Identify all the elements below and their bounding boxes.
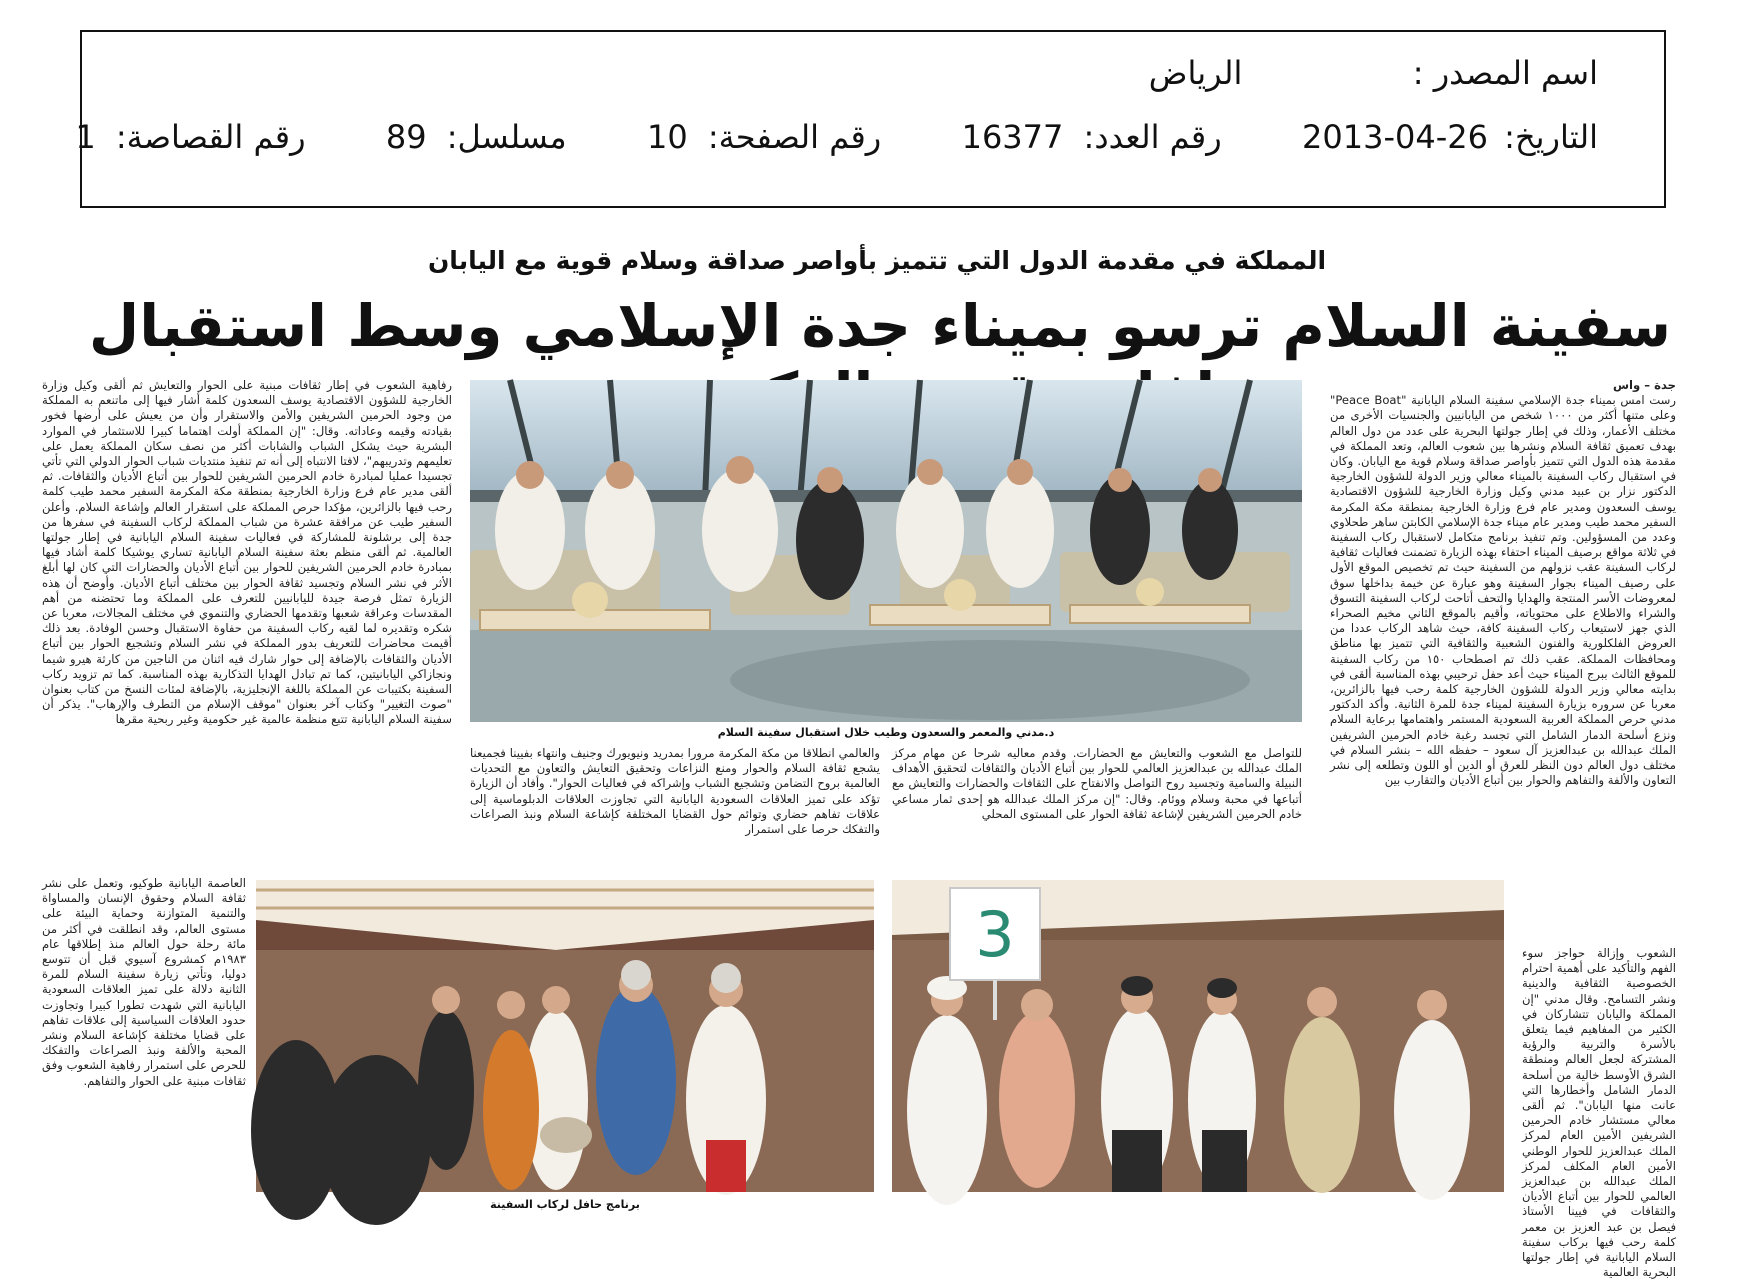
serial-label: مسلسل:	[446, 118, 567, 156]
article-body-right-1: رست امس بميناء جدة الإسلامي سفينة السلام اليابانية "Peace Boat" وعلى متنها أكثر من ١٠٠٠ شخص من اليابانيين والجنسيات الأخرى من مختلف الأعمار، وذلك في إطار جولتها البحرية على عدد من دول العالم بهدف تعميق ثقافة السلام ونشرها بين شعوب العالم، وتعد المملكة في مقدمة هذه الدول التي تتميز بأواصر صداقة وسلام قوية مع اليابان. وكان في استقبال ركاب السفينة بالميناء معالي وزير الدولة للشؤون الخارجية الدكتور نزار بن عبيد مدني وكيل وزارة الخارجية للشؤون الاقتصادية يوسف السعدون ومدير عام فرع وزارة الخارجية بمنطقة مكة المكرمة السفير محمد طيب ومدير عام ميناء جدة الإسلامي الكابتن ساهر طحلاوي وعدد من المسؤولين. وتم تنفيذ برنامج متكامل لاستقبال ركاب السفينة في ثلاثة مواقع برصيف الميناء احتفاء بهذه الزيارة تضمنت فعاليات ثقافية لركاب السفينة عقب نزولهم من السفينة حيث تم تخصيص الموقع الأول على رصيف الميناء بجوار السفينة وهو عبارة عن خيمة بداخلها سوق لمعروضات الأسر المنتجة والهدايا والتحف أتاحت لركاب السفينة التسوق والشراء والاطلاع على محتوياته، وأقيم بالموقع الثاني مخيم الصحراء الذي جهز لاستيعاب ركاب السفينة كافة، حيث شاهد الركاب عددا من العروض الفلكلورية والفنون الشعبية والثقافية التي تتميز بها مناطق ومحافظات المملكة. عقب ذلك تم اصطحاب ١٥٠ من ركاب السفينة للموقع الثالث ببرج الميناء حيث أعد حفل ترحيبي بهذه المناسبة ألقى في بدايته معالي وزير الدولة للشؤون الخارجية كلمة رحب فيها بالزائرين، معربا عن سروره بزيارة السفينة لميناء جدة للمرة الثانية. وأكد الدكتور مدني حرص المملكة العربية السعودية المستمر واهتمامها برعاية السلام ونزع أسلحة الدمار الشامل التي تجسد رغبة خادم الحرمين الشريفين الملك عبدالله بن عبدالعزيز آل سعود – حفظه الله – بنشر السلام في مختلف دول العالم دون النظر للعرق أو الدين أو اللون وتطلعه إلى نشر التعاون والألفة والتفاهم والحوار بين أتباع الأديان والتقارب بين	[1330, 393, 1677, 788]
reception-hall-illustration	[470, 380, 1302, 722]
text-column-right-bottom	[1522, 946, 1676, 1280]
group-sign-number: 3	[975, 897, 1015, 971]
photo-passengers-group	[892, 880, 1504, 1192]
article-kicker: المملكة في مقدمة الدول التي تتميز بأواصر صداقة وسلام قوية مع اليابان	[427, 246, 1327, 275]
article-body-right-2: الشعوب وإزالة حواجز سوء الفهم والتأكيد على أهمية احترام الخصوصية الثقافية والدينية ونشر التسامح. وقال مدني "إن المملكة واليابان تتشاركان في الكثير من المفاهيم فيما يتعلق بالأسرة والتربية والرؤية المشتركة لجعل العالم ومنطقة الشرق الأوسط خالية من أسلحة الدمار الشامل وأخطارها التي عانت منها اليابان". ثم ألقى معالي مستشار خادم الحرمين الشريفين الأمين العام لمركز الملك عبدالعزيز للحوار الوطني الأمين العام المكلف لمركز الملك عبدالله بن عبدالعزيز العالمي للحوار بين أتباع الأديان والثقافات في فيينا الأستاذ فيصل بن عبد العزيز بن معمر كلمة رحب فيها بركاب سفينة السلام اليابانية في إطار جولتها البحرية العالمية	[1522, 946, 1676, 1280]
caption-top-photo: د.مدني والمعمر والسعدون وطيب خلال استقبال سفينة السلام	[717, 726, 1055, 739]
article-body-mid-2: والعالمي انطلاقا من مكة المكرمة مرورا بمدريد ونيويورك وجنيف وانتهاء بفيينا فجميعنا يشجع ثقافة السلام والحوار ومنع النزاعات وتحقيق التعايش والتعاون مع التحديات العالمية بروح التضامن وتشجيع الشباب وإشراكه في فعاليات الحوار". وأفاد أن الزيارة تؤكد على تميز العلاقات السعودية اليابانية التي تجاوزت العلاقات الدبلوماسية إلى علاقات تفاهم حضاري وتوائم حول القضايا المختلفة كإشاعة السلام ونبذ الصراعات والتفكك حرصا على استمرار	[470, 746, 880, 837]
issue-value: 16377	[961, 118, 1064, 156]
issue-label: رقم العدد:	[1083, 118, 1222, 156]
text-column-right-top	[1330, 378, 1676, 943]
page-value: 10	[646, 118, 688, 156]
clip-label: رقم القصاصة:	[115, 118, 306, 156]
article-body-left-1: رفاهية الشعوب في إطار ثقافات مبنية على الحوار والتعايش ثم ألقى وكيل وزارة الخارجية للشؤون الاقتصادية يوسف السعدون كلمة أشار فيها إلى ماتنعم به المملكة من وجود الحرمين الشريفين والأمن والاستقرار وأن من يعيش على أرضها فخور بقيادته وقيمه وعاداته. وقال: "إن المملكة أولت اهتماما كبيرا للاستثمار في الموارد البشرية حيث يشكل الشباب والشابات أكثر من نصف سكان المملكة يعمل على تعليمهم وتدريبهم"، لافتا الانتباه إلى أنه تم تنفيذ منتديات شباب الحوار الدولي التي تأتي تجسيدا عمليا لمبادرة خادم الحرمين الشريفين للحوار بين أتباع الأديان والثقافات. ثم ألقى مدير عام فرع وزارة الخارجية بمنطقة مكة المكرمة السفير محمد طيب كلمة رحب فيها بالزائرين، مؤكدا حرص المملكة على استقرار العالم وإشاعة السلام. وأعلن السفير طيب عن مرافقة عشرة من شباب المملكة لركاب السفينة في سفرها من جدة إلى برشلونة للمشاركة في فعاليات سفينة السلام اليابانية في إطار جولتها العالمية. ثم ألقى منظم بعثة سفينة السلام اليابانية تساري يوشيكا كلمة أشاد فيها بمبادرة خادم الحرمين الشريفين للحوار بين أتباع الأديان والحضارات التي كان لها أبلغ الأثر في نشر السلام وتجسيد ثقافة الحوار بين مختلف أتباع الأديان. وأوضح أن هذه الزيارة تمثل فرصة جيدة لليابانيين للتعرف على المملكة وما تحتضنه من أهم المقدسات وعراقة شعبها وتقدمها الحضاري والتنموي في مختلف المجالات، معربا عن شكره وتقديره لما لقيه ركاب السفينة من حفاوة الاستقبال وحسن الوفادة. بعد ذلك أقيمت محاضرات للتعريف بدور المملكة في نشر السلام وتشجيع الحوار بين أتباع الأديان والثقافات بالإضافة إلى حوار شارك فيه اثنان من الناجين من كارثة هيرو شيما ونجازاكي اليابانيتين، كما تم تبادل الهدايا التذكارية بهذه المناسبة. كما تم تزويد ركاب السفينة بكتيبات عن المملكة باللغة الإنجليزية، بالإضافة لمئات النسخ من كتاب بعنوان "صوت التغيير" وكتاب آخر بعنوان "موقف الإسلام من التطرف والإرهاب". يذكر أن سفينة السلام اليابانية تتبع منظمة عالمية غير حكومية وغير ربحية مقرها	[42, 378, 452, 727]
text-column-mid-right	[892, 746, 1302, 870]
article-headline: سفينة السلام ترسو بميناء جدة الإسلامي وسط استقبال	[88, 292, 1672, 360]
source-label: اسم المصدر :	[1412, 54, 1598, 92]
text-column-left-top	[42, 378, 452, 872]
serial-value: 89	[385, 118, 427, 156]
photo-market-tent	[256, 880, 874, 1192]
clipping-header	[75, 30, 1666, 208]
text-column-left-bottom	[42, 876, 246, 1236]
dateline: جدة – واس	[1613, 378, 1676, 392]
caption-bottom-photo: برنامج حافل لركاب السفينة	[490, 1198, 640, 1211]
text-column-mid-left	[470, 746, 880, 870]
page-label: رقم الصفحة:	[707, 118, 882, 156]
date-value: 2013-04-26	[1302, 118, 1488, 156]
market-tent-illustration	[256, 880, 874, 1192]
date-label: التاريخ:	[1504, 118, 1598, 156]
article-body-left-2: العاصمة اليابانية طوكيو، وتعمل على نشر ثقافة السلام وحقوق الإنسان والمساواة والتنمية المتوازنة وحماية البيئة على مستوى العالم، وقد انطلقت في أكثر من مائة رحلة حول العالم منذ إطلاقها عام ١٩٨٣م كمشروع آسيوي قبل أن تتوسع دوليا، وتأتي زيارة سفينة السلام للمرة الثانية دلالة على تميز العلاقات السعودية اليابانية التي شهدت تطورا كبيرا وتجاوزت حدود العلاقات السياسية إلى علاقات تفاهم على قضايا مختلفة كإشاعة السلام ونشر المحبة والألفة ونبذ الصراعات والتفكك للحرص على استمرار رفاهية الشعوب وفق ثقافات مبنية على الحوار والتفاهم.	[42, 876, 246, 1088]
photo-reception-hall	[470, 380, 1302, 722]
clip-value: 1	[75, 118, 96, 156]
source-row	[1149, 54, 1598, 92]
source-value: الرياض	[1148, 54, 1243, 92]
meta-row	[75, 118, 1598, 156]
article-body-mid-1: للتواصل مع الشعوب والتعايش مع الحضارات. وقدم معاليه شرحا عن مهام مركز الملك عبدالله بن عبدالعزيز العالمي للحوار بين أتباع الأديان والثقافات لتحقيق الأهداف النبيلة والسامية وتجسيد روح التواصل والانفتاح على الثقافات والحضارات والتعايش مع أتباعها في محبة وسلام ووئام. وقال: "إن مركز الملك عبدالله هو إحدى ثمار مساعي خادم الحرمين الشريفين لإشاعة ثقافة الحوار على المستوى المحلي	[892, 746, 1302, 821]
